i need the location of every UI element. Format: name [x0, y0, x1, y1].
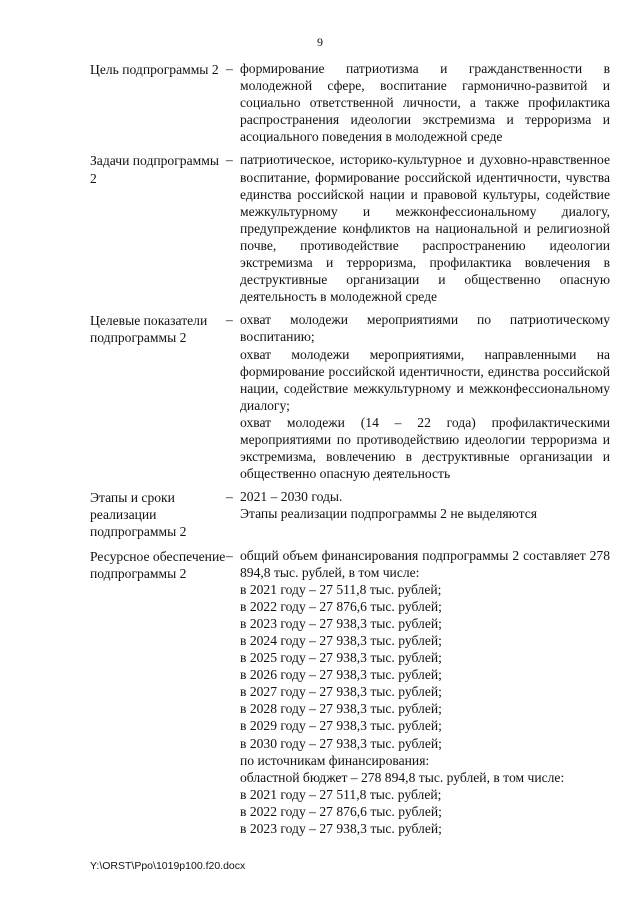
row-label: Задачи подпрограммы 2 — [90, 153, 219, 186]
passport-row-resources — [90, 547, 610, 838]
passport-row-goal — [90, 60, 610, 145]
row-content — [240, 151, 610, 305]
row-content — [240, 311, 610, 482]
year-amount-line: в 2028 году – 27 938,3 тыс. рублей; — [240, 701, 442, 717]
year-amount-line: в 2021 году – 27 511,8 тыс. рублей; — [240, 581, 442, 597]
regional-year-line: в 2023 году – 27 938,3 тыс. рублей; — [240, 821, 442, 837]
regional-budget-line: областной бюджет – 278 894,8 тыс. рублей, в том числе: — [240, 769, 565, 785]
sources-heading: по источникам финансирования: — [240, 752, 430, 768]
row-label: Ресурсное обеспечение подпрограммы 2 — [90, 548, 226, 581]
passport-row-tasks — [90, 151, 610, 305]
regional-year-line: в 2022 году – 27 876,6 тыс. рублей; — [240, 803, 442, 819]
content-paragraph: охват молодежи (14 – 22 года) профилактическими мероприятиями по противодействию идеологии терроризма и экстремизма, вовлечению в деструктивные организации и общественно опасную деятельность — [240, 414, 610, 482]
regional-year-line: в 2021 году – 27 511,8 тыс. рублей; — [240, 786, 442, 802]
row-content — [240, 488, 610, 540]
row-dash: – — [226, 312, 233, 328]
resources-intro: общий объем финансирования подпрограммы 2 составляет 278 894,8 тыс. рублей, в том числе: — [240, 547, 610, 580]
row-dash: – — [226, 489, 233, 505]
row-label: Цель подпрограммы 2 — [90, 62, 219, 77]
row-dash: – — [226, 547, 233, 563]
year-amount-line: в 2023 году – 27 938,3 тыс. рублей; — [240, 615, 442, 631]
row-label: Этапы и сроки реализации подпрограммы 2 — [90, 490, 187, 540]
content-paragraph: Этапы реализации подпрограммы 2 не выделяются — [240, 506, 537, 522]
year-amount-line: в 2029 году – 27 938,3 тыс. рублей; — [240, 718, 442, 734]
passport-row-indicators — [90, 311, 610, 482]
year-amount-line: в 2030 году – 27 938,3 тыс. рублей; — [240, 735, 442, 751]
row-label: Целевые показатели подпрограммы 2 — [90, 313, 208, 346]
content-paragraph: формирование патриотизма и гражданственности в молодежной сфере, воспитание гармонично-развитой и социально ответственной личности, а также профилактика распространения идеологии экстремизма и терроризма и асоциального поведения в молодежной среде — [240, 61, 610, 145]
row-dash: – — [226, 61, 233, 76]
page-number: 9 — [317, 35, 323, 49]
subprogram-passport — [90, 60, 610, 843]
content-paragraph: 2021 – 2030 годы. — [240, 489, 343, 505]
row-content — [240, 547, 610, 838]
content-paragraph: охват молодежи мероприятиями по патриотическому воспитанию; — [240, 312, 610, 345]
year-amount-line: в 2022 году – 27 876,6 тыс. рублей; — [240, 598, 442, 614]
year-amount-line: в 2024 году – 27 938,3 тыс. рублей; — [240, 633, 442, 648]
content-paragraph: охват молодежи мероприятиями, направленными на формирование российской идентичности, единства российской нации, содействие межкультурному и межконфессиональному диалогу; — [240, 346, 610, 413]
file-path-footer: Y:\ORST\Ppo\1019p100.f20.docx — [90, 860, 246, 872]
passport-row-stages — [90, 488, 610, 540]
row-content — [240, 60, 610, 145]
year-amount-line: в 2026 году – 27 938,3 тыс. рублей; — [240, 667, 442, 683]
year-amount-line: в 2025 году – 27 938,3 тыс. рублей; — [240, 650, 442, 666]
year-amount-line: в 2027 году – 27 938,3 тыс. рублей; — [240, 684, 442, 700]
content-paragraph: патриотическое, историко-культурное и духовно-нравственное воспитание, формирование российской идентичности, чувства единства российской нации и правовой культуры, содействие межкультурному и межконфессиональному диалогу, предупреждение конфликтов на национальной и религиозной почве, противодействие распространению идеологии экстремизма и терроризма, профилактика вовлечения в деструктивные организации и общественно опасную деятельность в молодежной среде — [240, 152, 610, 305]
row-dash: – — [226, 152, 233, 168]
